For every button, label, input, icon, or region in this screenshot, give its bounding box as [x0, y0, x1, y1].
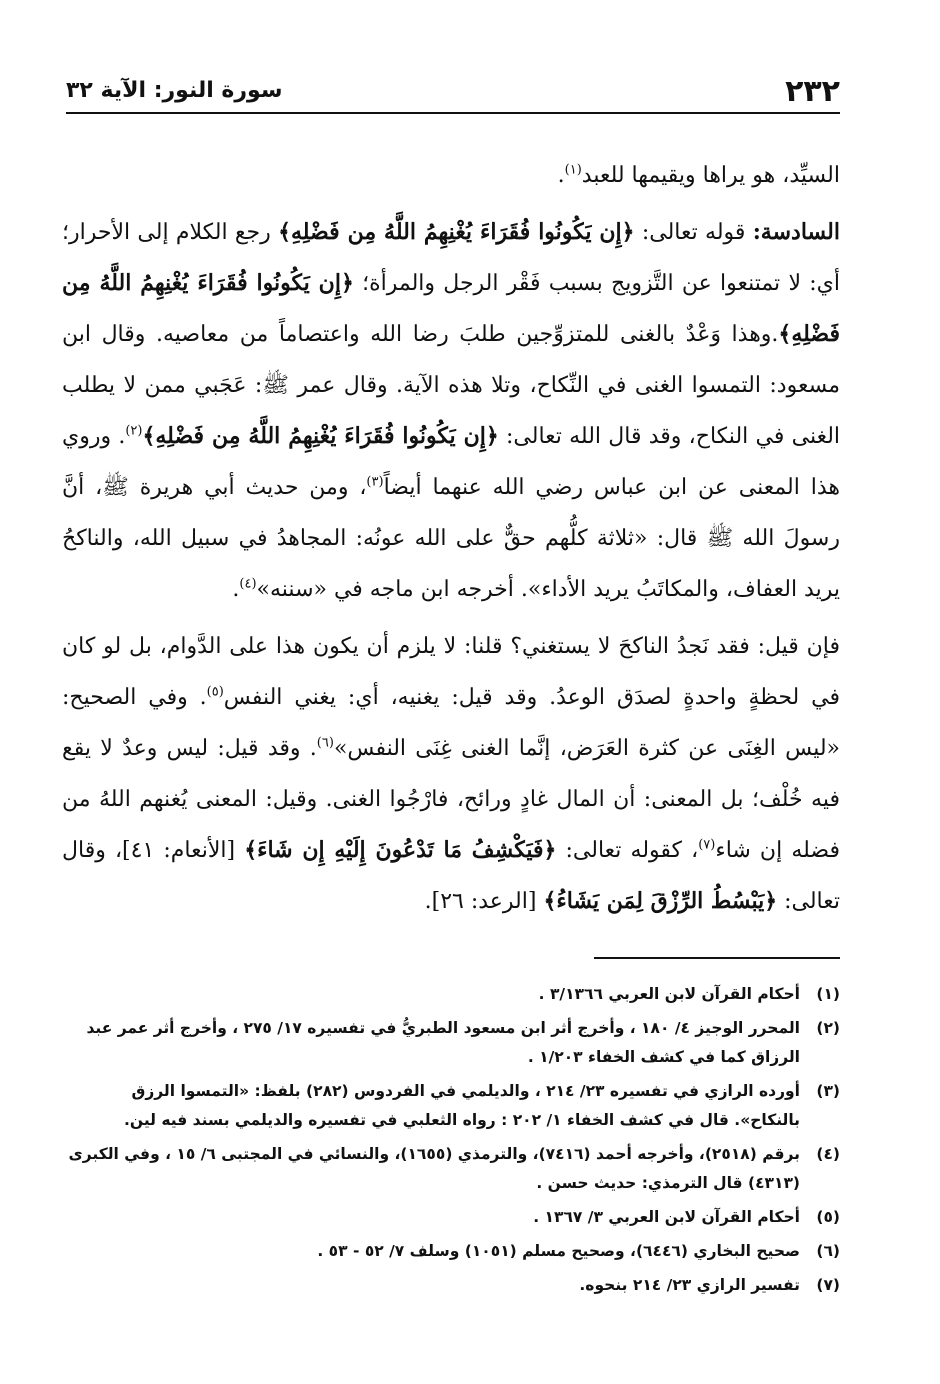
paragraph-1-text: السيِّد، هو يراها ويقيمها للعبد — [581, 163, 840, 188]
paragraph-3-text-3: . وقد قيل: ليس وعدٌ لا يقع فيه خُلْف؛ بل المعنى: أن المال غادٍ ورائح، فارْجُوا الغنى. وقيل: المعنى يُغنهم اللهُ من فضله إن شاء — [62, 736, 840, 863]
paragraph-3-text-5: [الأنعام: ٤١]، وقال تعالى: — [62, 838, 840, 914]
footnote-number: (٧) — [816, 1276, 840, 1294]
footnote-text: صحيح البخاري (٦٤٤٦)، وصحيح مسلم (١٠٥١) وسلف ٧/ ٥٢ - ٥٣ . — [317, 1242, 800, 1260]
footnote-ref-5: (٥) — [206, 684, 224, 700]
paragraph-2-text-4: . وروي هذا المعنى عن ابن عباس رضي الله عنهما أيضاً — [62, 424, 840, 500]
footnote-number: (١) — [816, 985, 840, 1003]
paragraph-2-text-2: رجع الكلام إلى الأحرار؛ أي: لا تمتنعوا عن التَّزويج بسبب فَقْر الرجل والمرأة؛ — [62, 220, 840, 296]
footnote-number: (٥) — [816, 1208, 840, 1226]
footnote-text: أحكام القرآن لابن العربي ٣/ ١٣٦٧ . — [533, 1208, 800, 1226]
paragraph-3-text-4: ، كقوله تعالى: — [556, 838, 699, 863]
paragraph-3 — [62, 621, 840, 927]
footnote — [62, 980, 840, 1009]
footnote-text: المحرر الوجيز ٤/ ١٨٠ ، وأخرج أثر ابن مسعود الطبريُّ في تفسيره ١٧/ ٢٧٥ ، وأخرج أثر عمر عبد الرزاق كما في كشف الخفاء ١/٢٠٣ . — [86, 1019, 800, 1066]
footnotes — [62, 980, 840, 1305]
running-head: سورة النور: الآية ٣٢ — [66, 78, 283, 103]
footnote-number: (٣) — [816, 1082, 840, 1100]
section-label-sixth: السادسة: — [752, 219, 840, 245]
paragraph-2 — [62, 207, 840, 615]
footnote-ref-3: (٣) — [366, 474, 384, 490]
body-text — [62, 150, 840, 927]
paragraph-1 — [62, 150, 840, 201]
paragraph-2-text-1: قوله تعالى: — [634, 220, 753, 245]
footnote-ref-7: (٧) — [698, 837, 716, 853]
page-header — [66, 72, 840, 114]
footnote-number: (٦) — [816, 1242, 840, 1260]
paragraph-1-end: . — [557, 163, 565, 188]
footnote — [62, 1237, 840, 1266]
footnote-separator — [594, 957, 840, 959]
paragraph-2-end: . — [232, 577, 240, 602]
footnote-ref-2: (٢) — [125, 423, 143, 439]
footnote-text: أورده الرازي في تفسيره ٢٣/ ٢١٤ ، والديلمي في الفردوس (٢٨٢) بلفظ: «التمسوا الرزق بالنكاح». قال في كشف الخفاء ١/ ٢٠٢ : رواه الثعلبي في تفسيره والديلمي بسند فيه لين. — [123, 1082, 800, 1129]
footnote-ref-4: (٤) — [239, 576, 257, 592]
footnote — [62, 1014, 840, 1072]
footnote-text: أحكام القرآن لابن العربي ٣/١٣٦٦ . — [538, 985, 800, 1003]
footnote — [62, 1077, 840, 1135]
quran-verse-3: ﴿إِن يَكُونُوا فُقَرَاءَ يُغْنِهِمُ اللَّهُ مِن فَضْلِهِ﴾ — [142, 423, 499, 449]
footnote — [62, 1271, 840, 1300]
footnote — [62, 1140, 840, 1198]
quran-verse-4: ﴿فَيَكْشِفُ مَا تَدْعُونَ إِلَيْهِ إِن شَاءَ﴾ — [244, 837, 557, 863]
footnote-ref-6: (٦) — [316, 735, 334, 751]
footnote-number: (٤) — [816, 1145, 840, 1163]
page-number: ٢٣٢ — [785, 74, 840, 109]
footnote-ref-1: (١) — [564, 162, 582, 178]
footnote — [62, 1203, 840, 1232]
quran-verse-5: ﴿يَبْسُطُ الرِّزْقَ لِمَن يَشَاءُ﴾ — [543, 888, 778, 914]
quran-verse-1: ﴿إِن يَكُونُوا فُقَرَاءَ يُغْنِهِمُ اللَّهُ مِن فَضْلِهِ﴾ — [278, 219, 635, 245]
paragraph-3-text-2: . وفي الصحيح: «ليس الغِنَى عن كثرة العَرَض، إنَّما الغنى غِنَى النفس» — [62, 685, 840, 761]
footnote-number: (٢) — [816, 1019, 840, 1037]
paragraph-3-text-1: فإن قيل: فقد نَجدُ الناكحَ لا يستغني؟ قلنا: لا يلزم أن يكون هذا على الدَّوام، بل لو كان في لحظةٍ واحدةٍ لصدَق الوعدُ. وقد قيل: يغنيه، أي: يغني النفس — [62, 634, 840, 710]
quran-verse-2: ﴿إِن يَكُونُوا فُقَرَاءَ يُغْنِهِمُ اللَّهُ مِن فَضْلِهِ﴾ — [62, 270, 840, 347]
footnote-text: برقم (٢٥١٨)، وأخرجه أحمد (٧٤١٦)، والترمذي (١٦٥٥)، والنسائي في المجتبى ٦/ ١٥ ، وفي الكبرى (٤٣١٣) قال الترمذي: حديث حسن . — [68, 1145, 800, 1192]
paragraph-2-text-5: ، ومن حديث أبي هريرة ﷺ، أنَّ رسولَ الله ﷺ قال: «ثلاثة كلُّهم حقٌّ على الله عونُه: المجاهدُ في سبيل الله، والناكحُ يريد العفاف، والمكاتَبُ يريد الأداء». أخرجه ابن ماجه في «سننه» — [62, 475, 840, 602]
paragraph-2-text-3: .وهذا وَعْدٌ بالغنى للمتزوِّجين طلبَ رضا الله واعتصاماً من معاصيه. وقال ابن مسعود: التمسوا الغنى في النِّكاح، وتلا هذه الآية. وقال عمر ﷺ: عَجَبي ممن لا يطلب الغنى في النكاح، وقد قال الله تعالى: — [62, 322, 841, 449]
paragraph-3-text-6: [الرعد: ٢٦]. — [424, 889, 544, 914]
footnote-text: تفسير الرازي ٢٣/ ٢١٤ بنحوه. — [579, 1276, 800, 1294]
